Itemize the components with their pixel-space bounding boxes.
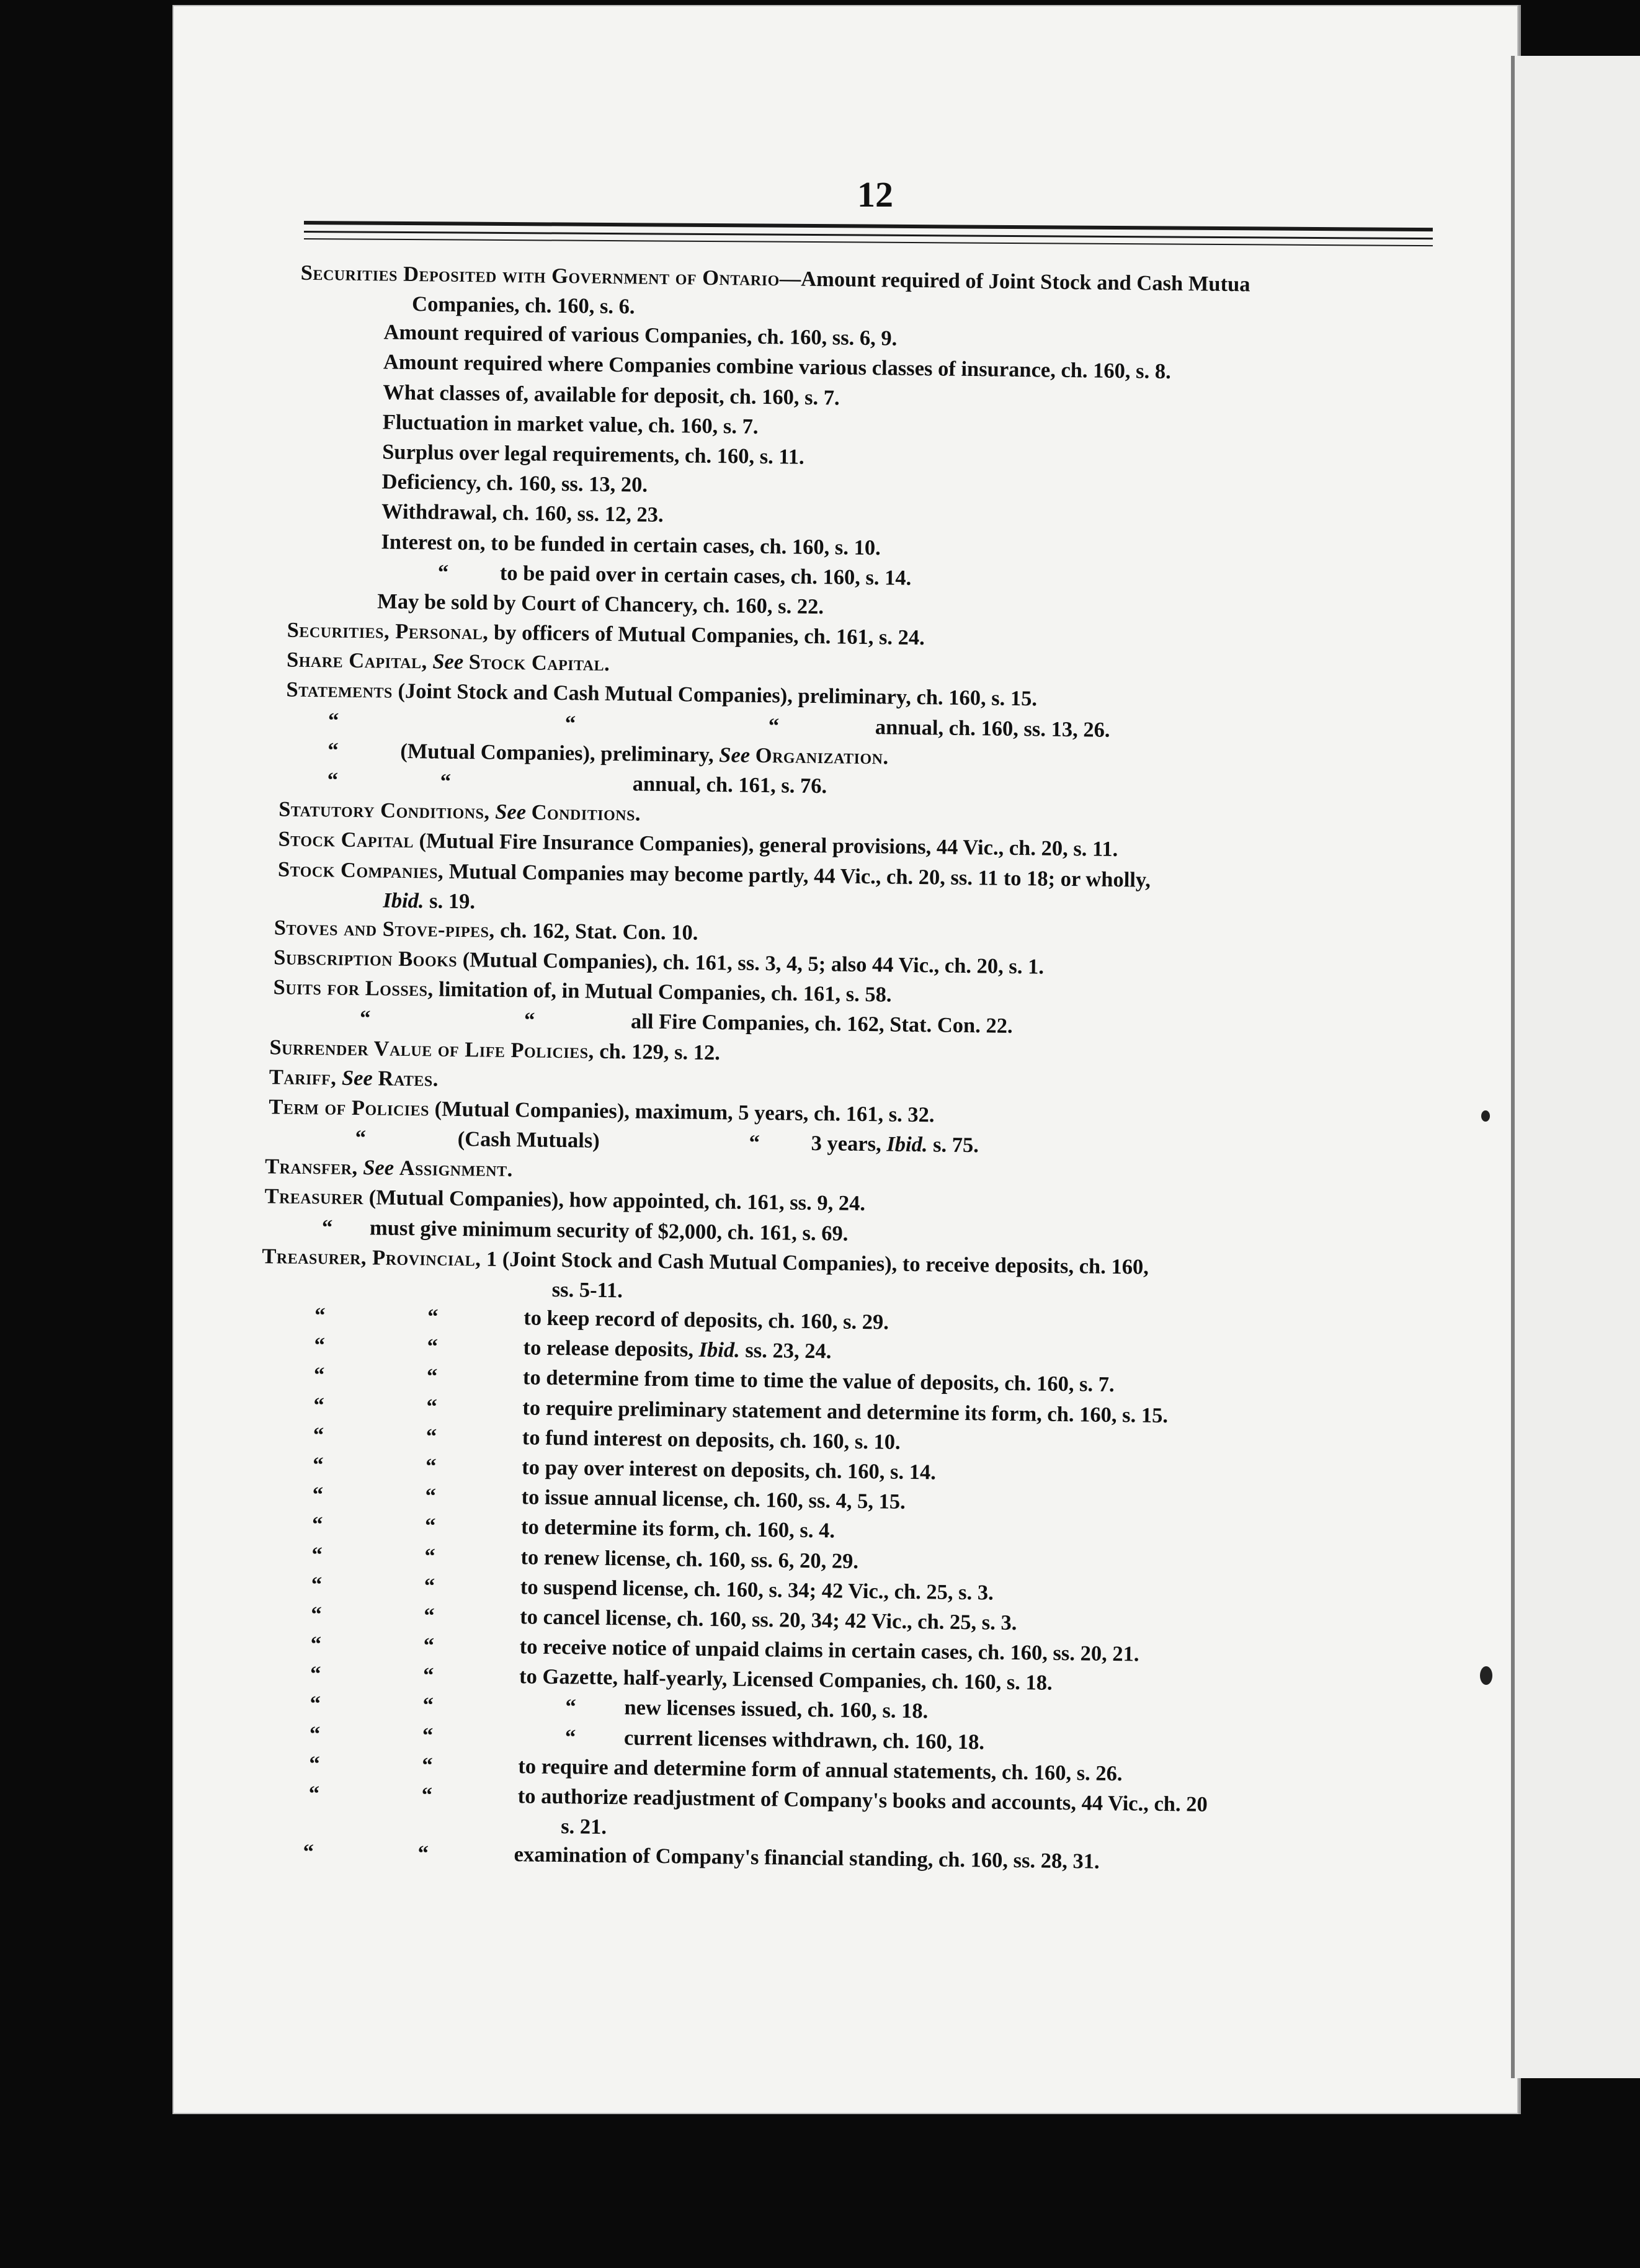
cross-reference: Assignment. bbox=[399, 1156, 514, 1182]
index-entry-text: annual, ch. 160, ss. 13, 26. bbox=[875, 715, 1110, 742]
see-reference: See bbox=[719, 743, 751, 767]
index-entry-text: to determine its form, ch. 160, s. 4. bbox=[520, 1515, 836, 1543]
ditto-mark: “ bbox=[427, 1334, 439, 1359]
ditto-mark: “ bbox=[309, 1721, 321, 1746]
index-entry-text: (Mutual Companies), maximum, 5 years, ch. 161, s. 32. bbox=[429, 1097, 935, 1127]
ditto-mark: “ bbox=[313, 1453, 324, 1477]
index-entry-text: to determine from time to time the value of deposits, ch. 160, s. 7. bbox=[522, 1365, 1115, 1397]
index-entry-text: Withdrawal, ch. 160, ss. 12, 23. bbox=[381, 499, 664, 527]
index-entry-text: to keep record of deposits, ch. 160, s. 29. bbox=[523, 1306, 889, 1334]
ditto-mark: “ bbox=[321, 1215, 333, 1239]
index-entry-text: ss. 23, 24. bbox=[739, 1338, 832, 1364]
ditto-mark: “ bbox=[440, 769, 452, 793]
ditto-mark: “ bbox=[417, 1841, 429, 1865]
ditto-mark: “ bbox=[313, 1363, 325, 1387]
ditto-mark: “ bbox=[426, 1454, 437, 1478]
index-entry-text: —Amount required of Joint Stock and Cash Mutua bbox=[779, 267, 1250, 297]
see-reference: See bbox=[341, 1066, 373, 1090]
index-entry-text: May be sold by Court of Chancery, ch. 160, s. 22. bbox=[377, 589, 824, 619]
ditto-mark: “ bbox=[424, 1543, 435, 1568]
index-heading: Stock Companies, bbox=[277, 857, 444, 883]
ditto-mark: “ bbox=[426, 1424, 437, 1449]
ditto-mark: “ bbox=[749, 1130, 760, 1155]
index-entry-text: to be paid over in certain cases, ch. 160, s. 14. bbox=[499, 561, 912, 590]
ditto-mark: “ bbox=[355, 1126, 367, 1150]
ditto-mark: “ bbox=[314, 1333, 326, 1357]
index-entry-text: to suspend license, ch. 160, s. 34; 42 Vic., ch. 25, s. 3. bbox=[520, 1574, 994, 1605]
cross-reference: Conditions. bbox=[531, 800, 641, 826]
index-entry-text: (Mutual Companies), how appointed, ch. 161, ss. 9, 24. bbox=[363, 1185, 866, 1216]
ditto-mark: “ bbox=[314, 1303, 326, 1328]
ditto-mark: “ bbox=[311, 1602, 322, 1627]
index-entry-text: ch. 162, Stat. Con. 10. bbox=[494, 918, 698, 945]
index-entry-text: to require preliminary statement and determine its form, ch. 160, s. 15. bbox=[522, 1395, 1169, 1427]
index-entry-text: must give minimum security of $2,000, ch. 161, s. 69. bbox=[369, 1215, 849, 1246]
index-heading: Securities Deposited with Government of Ontario bbox=[300, 261, 780, 291]
ditto-mark: “ bbox=[524, 1008, 535, 1032]
index-entry-text: all Fire Companies, ch. 162, Stat. Con. 22. bbox=[630, 1009, 1013, 1038]
ditto-mark: “ bbox=[426, 1364, 438, 1388]
ibid-reference: Ibid. bbox=[886, 1132, 928, 1157]
index-entry-text: (Cash Mutuals) bbox=[457, 1127, 600, 1153]
index-entry-text: s. 75. bbox=[927, 1133, 979, 1158]
index-heading: Tariff, bbox=[269, 1065, 337, 1090]
see-reference: See bbox=[494, 800, 527, 824]
index-heading: Treasurer bbox=[264, 1184, 364, 1210]
ditto-mark: “ bbox=[313, 1422, 324, 1447]
ditto-mark: “ bbox=[310, 1662, 321, 1686]
index-entry-text: Companies, ch. 160, s. 6. bbox=[411, 292, 635, 319]
ditto-mark: “ bbox=[422, 1693, 434, 1718]
index-heading: Subscription Books bbox=[274, 945, 458, 971]
index-heading: Share Capital, bbox=[286, 648, 427, 674]
index-entry-text: to authorize readjustment of Company's books and accounts, 44 Vic., ch. 20 bbox=[517, 1784, 1208, 1816]
ibid-reference: Ibid. bbox=[383, 888, 424, 913]
index-entry-text: new licenses issued, ch. 160, s. 18. bbox=[624, 1695, 929, 1723]
index-entry-text: current licenses withdrawn, ch. 160, 18. bbox=[623, 1725, 985, 1754]
ditto-mark: “ bbox=[422, 1663, 434, 1687]
adjacent-page-edge bbox=[1511, 56, 1640, 2078]
ditto-mark: “ bbox=[310, 1632, 322, 1656]
index-entry-text: annual, ch. 161, s. 76. bbox=[632, 772, 827, 798]
ditto-mark: “ bbox=[310, 1692, 321, 1716]
ditto-mark: “ bbox=[309, 1751, 320, 1776]
ditto-mark: “ bbox=[328, 708, 339, 733]
index-heading: Statements bbox=[286, 677, 393, 703]
index-heading: Surrender Value of Life Policies, bbox=[269, 1035, 594, 1063]
index-heading: Statutory Conditions, bbox=[278, 797, 490, 824]
ditto-mark: “ bbox=[565, 1695, 577, 1719]
index-entry-text: ch. 129, s. 12. bbox=[594, 1039, 721, 1065]
page-number: 12 bbox=[857, 174, 893, 215]
index-entry-text: to release deposits, bbox=[523, 1336, 699, 1362]
ditto-mark: “ bbox=[422, 1723, 434, 1748]
index-entry-text: (Mutual Fire Insurance Companies), general provisions, 44 Vic., ch. 20, s. 11. bbox=[413, 829, 1118, 862]
index-entry-text: (Joint Stock and Cash Mutual Companies), preliminary, ch. 160, s. 15. bbox=[392, 679, 1038, 711]
see-reference: See bbox=[363, 1156, 394, 1180]
ditto-mark: “ bbox=[421, 1783, 433, 1807]
ditto-mark: “ bbox=[437, 560, 449, 584]
index-entry-text: Amount required of various Companies, ch. 160, ss. 6, 9. bbox=[383, 320, 898, 350]
index-entry-text: Interest on, to be funded in certain cases, ch. 160, s. 10. bbox=[381, 529, 881, 560]
index-entry-text: to fund interest on deposits, ch. 160, s. 10. bbox=[522, 1426, 901, 1454]
ditto-mark: “ bbox=[313, 1393, 324, 1417]
index-entry-text: limitation of, in Mutual Companies, ch. 161, s. 58. bbox=[433, 977, 892, 1007]
see-reference: See bbox=[432, 650, 464, 674]
ditto-mark: “ bbox=[424, 1574, 435, 1598]
ditto-mark: “ bbox=[327, 768, 339, 792]
binding-hole-mark bbox=[1481, 1110, 1490, 1122]
index-entry-text: s. 21. bbox=[560, 1815, 607, 1839]
cross-reference: Organization. bbox=[755, 743, 889, 769]
index-entry-text: to pay over interest on deposits, ch. 160, s. 14. bbox=[522, 1455, 937, 1484]
index-heading: Suits for Losses, bbox=[273, 975, 434, 1001]
ditto-mark: “ bbox=[564, 1725, 576, 1749]
cross-reference: Rates. bbox=[378, 1066, 439, 1091]
ditto-mark: “ bbox=[423, 1633, 435, 1658]
ditto-mark: “ bbox=[424, 1514, 436, 1538]
index-entry-text: Fluctuation in market value, ch. 160, s. 7. bbox=[382, 410, 759, 439]
ibid-reference: Ibid. bbox=[698, 1337, 740, 1362]
index-entry-text: examination of Company's financial standing, ch. 160, ss. 28, 31. bbox=[514, 1842, 1100, 1873]
index-entry-text: s. 19. bbox=[424, 889, 476, 914]
index-entry-text: Amount required where Companies combine various classes of insurance, ch. 160, s. 8. bbox=[383, 350, 1171, 384]
index-entry-text: to require and determine form of annual statements, ch. 160, s. 26. bbox=[518, 1754, 1123, 1785]
index-entry-text: What classes of, available for deposit, ch. 160, s. 7. bbox=[383, 380, 840, 409]
ditto-mark: “ bbox=[311, 1572, 323, 1597]
ditto-mark: “ bbox=[308, 1782, 320, 1806]
index-entry-text: Surplus over legal requirements, ch. 160, s. 11. bbox=[382, 440, 804, 469]
ditto-mark: “ bbox=[424, 1604, 435, 1628]
ditto-mark: “ bbox=[359, 1006, 371, 1030]
index-entry-text: to cancel license, ch. 160, ss. 20, 34; 42 Vic., ch. 25, s. 3. bbox=[520, 1605, 1017, 1635]
index-heading: Securities, Personal, bbox=[287, 618, 489, 645]
binding-hole-mark bbox=[1480, 1666, 1492, 1685]
index-heading: Transfer, bbox=[264, 1154, 358, 1180]
index-heading: Stock Capital bbox=[278, 827, 414, 853]
index-text bbox=[241, 261, 1439, 1883]
ditto-mark: “ bbox=[427, 1305, 439, 1329]
index-entry-text: Mutual Companies may become partly, 44 Vic., ch. 20, ss. 11 to 18; or wholly, bbox=[443, 859, 1151, 892]
index-heading: Term of Policies bbox=[269, 1095, 430, 1121]
index-entry-text: to Gazette, half-yearly, Licensed Companies, ch. 160, s. 18. bbox=[519, 1664, 1053, 1695]
ditto-mark: “ bbox=[426, 1394, 437, 1419]
index-entry-text: (Mutual Companies), preliminary, bbox=[400, 739, 720, 767]
ditto-mark: “ bbox=[311, 1542, 323, 1566]
index-entry-text: to issue annual license, ch. 160, ss. 4, 5, 15. bbox=[521, 1485, 906, 1514]
index-entry-text: 3 years, bbox=[811, 1132, 887, 1156]
index-entry-text: ss. 5-11. bbox=[551, 1277, 623, 1303]
index-entry-text: to receive notice of unpaid claims in certain cases, ch. 160, ss. 20, 21. bbox=[519, 1635, 1139, 1666]
ditto-mark: “ bbox=[425, 1484, 437, 1508]
index-heading: Stoves and Stove-pipes, bbox=[274, 916, 495, 942]
index-entry-text: Deficiency, ch. 160, ss. 13, 20. bbox=[381, 470, 648, 497]
ditto-mark: “ bbox=[328, 738, 339, 762]
ditto-mark: “ bbox=[303, 1840, 314, 1864]
index-entry-text: by officers of Mutual Companies, ch. 161, s. 24. bbox=[488, 620, 925, 650]
ditto-mark: “ bbox=[422, 1753, 433, 1777]
ditto-mark: “ bbox=[311, 1512, 323, 1537]
ditto-mark: “ bbox=[564, 711, 576, 735]
index-entry-text: to renew license, ch. 160, ss. 6, 20, 29. bbox=[520, 1545, 859, 1573]
ditto-mark: “ bbox=[768, 713, 780, 738]
cross-reference: Stock Capital. bbox=[468, 650, 610, 676]
index-heading: Treasurer, Provincial, bbox=[262, 1244, 481, 1271]
ditto-mark: “ bbox=[312, 1483, 324, 1507]
index-entry-text: 1 (Joint Stock and Cash Mutual Companies), to receive deposits, ch. 160, bbox=[481, 1247, 1149, 1279]
index-entry-text: (Mutual Companies), ch. 161, ss. 3, 4, 5; also 44 Vic., ch. 20, s. 1. bbox=[457, 947, 1045, 979]
